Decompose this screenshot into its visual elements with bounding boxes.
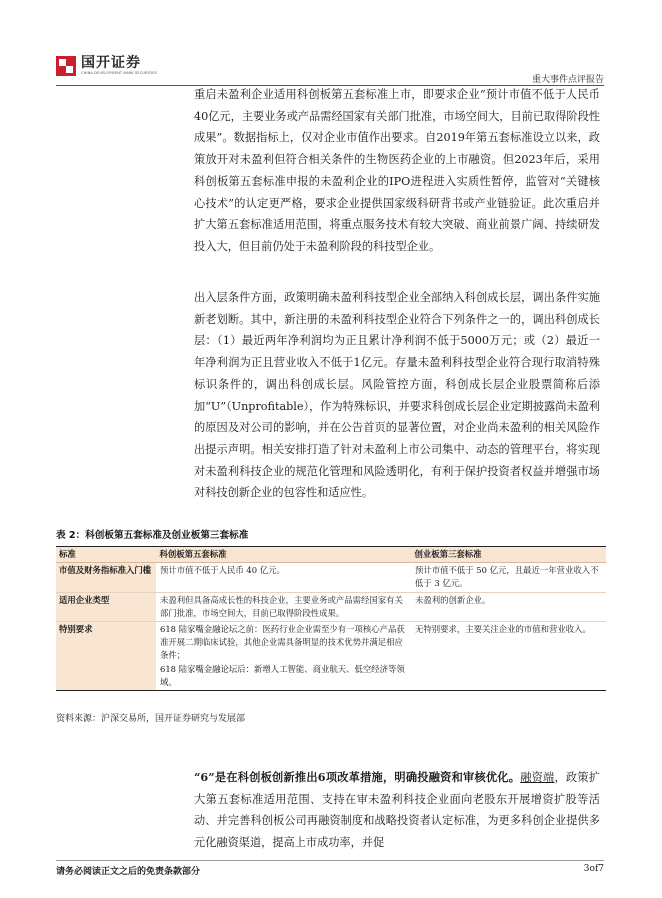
- paragraph-rest: ，政策扩大第五套标准适用范围、支持在审未盈利科技企业面向老股东开展增资扩股等活动、并完善科创板公司再融资制度和战略投资者认定标准，为更多科创企业提供多元化融资渠道，提高上市成功率，并促: [194, 771, 600, 850]
- table-row: [56, 622, 606, 691]
- table-cell: [157, 592, 412, 621]
- table-cell: [157, 563, 412, 592]
- standards-comparison-table: [56, 546, 606, 691]
- cell-text: 预计市值不低于 50 亿元，且最近一年营业收入不低于 3 亿元。: [415, 565, 599, 589]
- cell-text: 618 陆家嘴金融论坛之前：医药行业企业需至少有一项核心产品获准开展二期临床试验，其他企业需具备明显的技术优势并满足相应条件；: [160, 624, 405, 661]
- logo-name: 国开证券: [81, 55, 141, 71]
- cell-text: 未盈利的创新企业。: [415, 594, 491, 605]
- table-source: 资料来源：沪深交易所，国开证券研究与发展部: [56, 714, 246, 724]
- table-cell: [157, 622, 412, 691]
- paragraph-growth-tier: [194, 287, 600, 504]
- company-logo: [56, 56, 157, 76]
- table-header-cell: 创业板第三套标准: [412, 547, 607, 563]
- table-title: 表 2：科创板第五套标准及创业板第三套标准: [56, 530, 249, 541]
- row-label: 市值及财务指标准入门槛: [56, 563, 157, 592]
- report-type: 重大事件点评报告: [531, 75, 604, 85]
- cell-text: 预计市值不低于人民币 40 亿元。: [160, 565, 285, 576]
- table-cell: [412, 592, 607, 621]
- footer-disclaimer: 请务必阅读正文之后的免责条款部分: [56, 867, 201, 877]
- table-cell: [412, 622, 607, 691]
- paragraph-listing-standard: [194, 84, 600, 258]
- table-header-cell: 科创板第五套标准: [157, 547, 412, 563]
- paragraph-text: 重启未盈利企业适用科创板第五套标准上市，即要求企业“预计市值不低于人民币40亿元，主要业务或产品需经国家有关部门批准，市场空间大，目前已取得阶段性成果”。数据指标上，仅对企业市值作出要求。自2019年第五套标准设立以来，政策放开对未盈利但符合相关条件的生物医药企业的上市融资。但2023年后，采用科创板第五套标准申报的未盈利企业的IPO进程进入实质性暂停，监管对“关键核心技术”的认定更严格，要求企业提供国家级科研背书或产业链验证。此次重启并扩大第五套标准适用范围，将重点服务技术有较大突破、商业前景广阔、持续研发投入大，但目前仍处于未盈利阶段的科技型企业。: [194, 88, 600, 253]
- page-header: [0, 0, 662, 86]
- row-label: 特别要求: [56, 622, 157, 691]
- logo-subtitle: CHINA DEVELOPMENT BANK SECURITIES: [81, 71, 158, 75]
- logo-mark-icon: [56, 56, 76, 76]
- cell-text: 未盈利但具备高成长性的科技企业，主要业务或产品需经国家有关部门批准，市场空间大，目前已取得阶段性成果。: [160, 594, 403, 618]
- footer-divider: [56, 860, 604, 861]
- table-row: [56, 592, 606, 621]
- paragraph-text: 出入层条件方面，政策明确未盈利科技型企业全部纳入科创成长层，调出条件实施新老划断。其中，新注册的未盈利科技型企业符合下列条件之一的，调出科创成长层：（1）最近两年净利润均为正且累计净利润不低于5000万元；或（2）最近一年净利润为正且营业收入不低于1亿元。存量未盈利科技型企业符合现行取消特殊标识条件的，调出科创成长层。风险管控方面，科创成长层企业股票简称后添加“U”（Unprofitable），作为特殊标识，并要求科创成长层企业定期披露尚未盈利的原因及对公司的影响，并在公告首页的显著位置，对企业尚未盈利的相关风险作出提示声明。相关安排打造了针对未盈利上市公司集中、动态的管理平台，将实现对未盈利科技企业的规范化管理和风险透明化，有利于保护投资者权益并增强市场对科技创新企业的包容性和适应性。: [194, 291, 600, 500]
- financing-end-term: 融资端: [520, 771, 555, 784]
- paragraph-reform-measures: [194, 767, 600, 854]
- paragraph-lead-bold: “6”是在科创板创新推出6项改革措施，明确投融资和审核优化。: [194, 770, 521, 784]
- table-header-row: [56, 547, 606, 563]
- cell-text: 618 陆家嘴金融论坛后：新增人工智能、商业航天、低空经济等领域。: [160, 663, 405, 687]
- paragraph-text: [194, 767, 600, 854]
- page-number: 3of7: [583, 864, 604, 874]
- table-header-cell: 标准: [56, 547, 157, 563]
- row-label: 适用企业类型: [56, 592, 157, 621]
- table-cell: [412, 563, 607, 592]
- table-row: [56, 563, 606, 592]
- cell-text: 无特别要求，主要关注企业的市值和营业收入。: [415, 624, 591, 635]
